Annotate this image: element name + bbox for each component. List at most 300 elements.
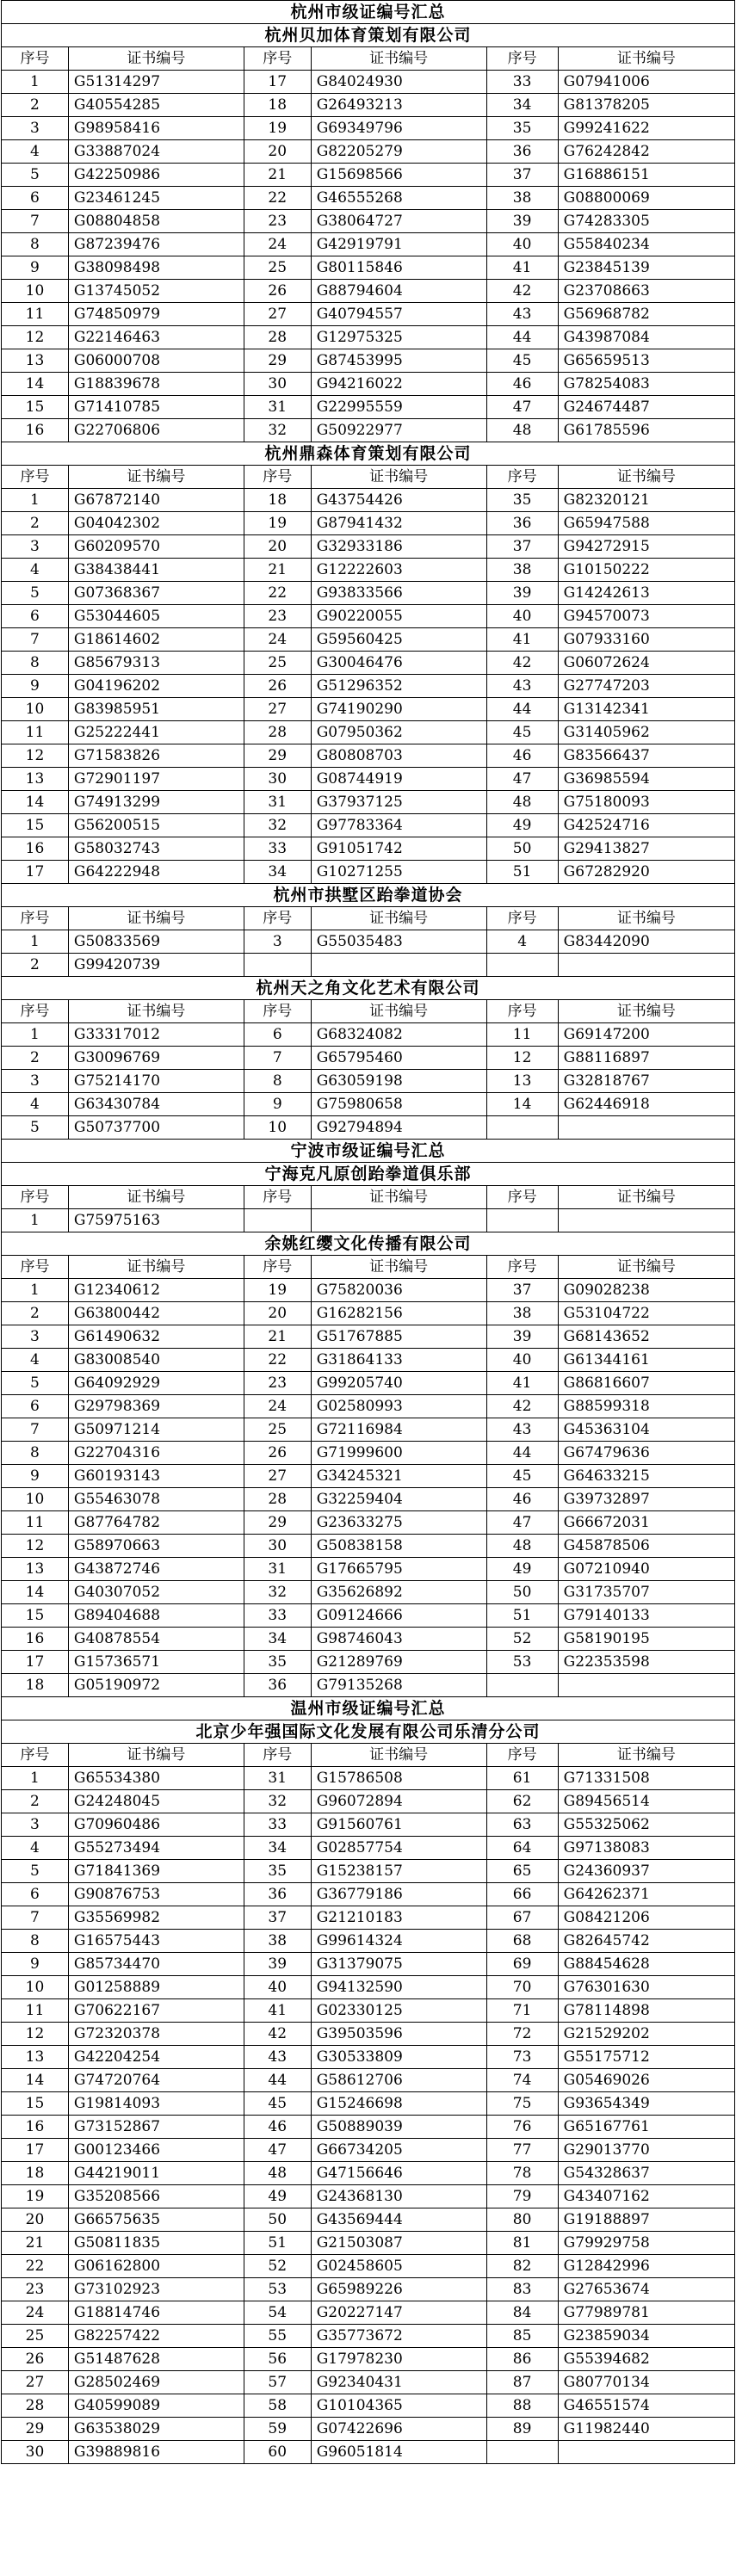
- cert-number-cell: G08421206: [558, 1906, 734, 1930]
- cert-number-cell: G28502469: [68, 2371, 244, 2394]
- cert-number-cell: G13745052: [68, 280, 244, 303]
- table-row: [2, 535, 735, 559]
- cert-number-cell: G32933186: [311, 535, 486, 559]
- seq-cell: 48: [486, 791, 558, 814]
- seq-cell: 7: [2, 1418, 69, 1442]
- region-title: 温州市级证编号汇总: [2, 1697, 735, 1720]
- company-name: 余姚红缨文化传播有限公司: [2, 1232, 735, 1256]
- seq-cell: [244, 954, 311, 977]
- seq-cell: 84: [486, 2301, 558, 2325]
- seq-cell: 7: [2, 628, 69, 652]
- cert-number-cell: G09028238: [558, 1279, 734, 1302]
- header-cert: 证书编号: [311, 1000, 486, 1023]
- seq-cell: 24: [244, 628, 311, 652]
- seq-cell: 1: [2, 1279, 69, 1302]
- cert-number-cell: G68324082: [311, 1023, 486, 1047]
- cert-number-cell: G47156646: [311, 2162, 486, 2185]
- cert-number-cell: G06162800: [68, 2255, 244, 2278]
- seq-cell: 46: [486, 1488, 558, 1511]
- header-seq: 序号: [2, 907, 69, 930]
- cert-number-cell: G50811835: [68, 2232, 244, 2255]
- cert-number-cell: G74850979: [68, 303, 244, 326]
- seq-cell: 19: [244, 1279, 311, 1302]
- cert-number-cell: G82205279: [311, 140, 486, 164]
- table-row: [2, 233, 735, 256]
- cert-number-cell: G55325062: [558, 1813, 734, 1837]
- seq-cell: 3: [244, 930, 311, 954]
- company-name: 杭州市拱墅区跆拳道协会: [2, 884, 735, 907]
- table-row: [2, 2046, 735, 2069]
- seq-cell: 35: [244, 1651, 311, 1674]
- seq-cell: 1: [2, 71, 69, 94]
- table-row: [2, 373, 735, 396]
- cert-number-cell: G79140133: [558, 1604, 734, 1628]
- table-row: [2, 1581, 735, 1604]
- seq-cell: 49: [244, 2185, 311, 2208]
- table-row: [2, 744, 735, 768]
- cert-number-cell: G30096769: [68, 1047, 244, 1070]
- cert-number-cell: G15698566: [311, 164, 486, 187]
- seq-cell: 45: [486, 349, 558, 373]
- table-row: [2, 1349, 735, 1372]
- column-header-row: [2, 1000, 735, 1023]
- header-seq: 序号: [244, 47, 311, 71]
- table-row: [2, 1511, 735, 1535]
- seq-cell: 16: [2, 1628, 69, 1651]
- cert-number-cell: G35773672: [311, 2325, 486, 2348]
- cert-number-cell: G65659513: [558, 349, 734, 373]
- cert-number-cell: G02458605: [311, 2255, 486, 2278]
- seq-cell: 9: [2, 675, 69, 698]
- cert-number-cell: G31379075: [311, 1953, 486, 1976]
- cert-number-cell: G94216022: [311, 373, 486, 396]
- cert-number-cell: G38064727: [311, 210, 486, 233]
- region-heading: [2, 1140, 735, 1163]
- seq-cell: 20: [244, 1302, 311, 1325]
- cert-number-cell: G79135268: [311, 1674, 486, 1697]
- seq-cell: 33: [486, 71, 558, 94]
- seq-cell: 6: [2, 605, 69, 628]
- seq-cell: 18: [2, 2162, 69, 2185]
- cert-number-cell: G67872140: [68, 489, 244, 512]
- seq-cell: [486, 954, 558, 977]
- seq-cell: 50: [486, 1581, 558, 1604]
- cert-number-cell: G87453995: [311, 349, 486, 373]
- table-row: [2, 1883, 735, 1906]
- seq-cell: 72: [486, 2023, 558, 2046]
- cert-number-cell: G74283305: [558, 210, 734, 233]
- cert-number-cell: G58970663: [68, 1535, 244, 1558]
- seq-cell: 80: [486, 2208, 558, 2232]
- cert-number-cell: G50889039: [311, 2116, 486, 2139]
- cert-number-cell: G97138083: [558, 1837, 734, 1860]
- seq-cell: 18: [2, 1674, 69, 1697]
- cert-number-cell: G81378205: [558, 94, 734, 117]
- table-row: [2, 1930, 735, 1953]
- seq-cell: 19: [244, 117, 311, 140]
- company-name: 北京少年强国际文化发展有限公司乐清分公司: [2, 1720, 735, 1744]
- cert-number-cell: G58612706: [311, 2069, 486, 2092]
- cert-number-cell: G82257422: [68, 2325, 244, 2348]
- cert-number-cell: G55394682: [558, 2348, 734, 2371]
- cert-number-cell: G33317012: [68, 1023, 244, 1047]
- seq-cell: 11: [486, 1023, 558, 1047]
- cert-number-cell: G02330125: [311, 1999, 486, 2023]
- seq-cell: 28: [244, 1488, 311, 1511]
- cert-number-cell: G77989781: [558, 2301, 734, 2325]
- cert-number-cell: G55273494: [68, 1837, 244, 1860]
- cert-number-cell: G06072624: [558, 652, 734, 675]
- seq-cell: 13: [2, 768, 69, 791]
- cert-number-cell: G67282920: [558, 861, 734, 884]
- table-row: [2, 117, 735, 140]
- seq-cell: 39: [486, 582, 558, 605]
- seq-cell: 27: [244, 698, 311, 721]
- seq-cell: 27: [244, 303, 311, 326]
- seq-cell: 31: [244, 396, 311, 419]
- column-header-row: [2, 1744, 735, 1767]
- table-row: [2, 1465, 735, 1488]
- seq-cell: 22: [244, 1349, 311, 1372]
- column-header-row: [2, 466, 735, 489]
- company-name: 杭州鼎森体育策划有限公司: [2, 442, 735, 466]
- seq-cell: 40: [486, 233, 558, 256]
- table-row: [2, 768, 735, 791]
- seq-cell: 13: [2, 2046, 69, 2069]
- header-cert: 证书编号: [311, 1256, 486, 1279]
- cert-number-cell: G39889816: [68, 2441, 244, 2464]
- cert-number-cell: G94132590: [311, 1976, 486, 1999]
- table-row: [2, 71, 735, 94]
- cert-number-cell: G50737700: [68, 1116, 244, 1140]
- seq-cell: 8: [244, 1070, 311, 1093]
- seq-cell: 3: [2, 117, 69, 140]
- cert-number-cell: [558, 954, 734, 977]
- cert-number-cell: G15238157: [311, 1860, 486, 1883]
- seq-cell: 51: [486, 1604, 558, 1628]
- cert-number-cell: G05469026: [558, 2069, 734, 2092]
- cert-number-cell: G21210183: [311, 1906, 486, 1930]
- table-row: [2, 1976, 735, 1999]
- cert-number-cell: G78114898: [558, 1999, 734, 2023]
- cert-number-cell: G63059198: [311, 1070, 486, 1093]
- seq-cell: 52: [244, 2255, 311, 2278]
- cert-number-cell: G72320378: [68, 2023, 244, 2046]
- seq-cell: 44: [486, 326, 558, 349]
- company-heading: [2, 1232, 735, 1256]
- certificate-table: [1, 0, 735, 2464]
- seq-cell: 51: [244, 2232, 311, 2255]
- seq-cell: 46: [486, 744, 558, 768]
- cert-number-cell: G50838158: [311, 1535, 486, 1558]
- cert-number-cell: G82645742: [558, 1930, 734, 1953]
- seq-cell: 3: [2, 1325, 69, 1349]
- cert-number-cell: G19814093: [68, 2092, 244, 2116]
- cert-number-cell: G27747203: [558, 675, 734, 698]
- cert-number-cell: G19188897: [558, 2208, 734, 2232]
- seq-cell: 25: [244, 652, 311, 675]
- cert-number-cell: G04196202: [68, 675, 244, 698]
- seq-cell: 49: [486, 814, 558, 837]
- cert-number-cell: G92340431: [311, 2371, 486, 2394]
- table-row: [2, 1674, 735, 1697]
- header-cert: 证书编号: [68, 907, 244, 930]
- seq-cell: 41: [486, 1372, 558, 1395]
- cert-number-cell: G07422696: [311, 2418, 486, 2441]
- cert-number-cell: G40878554: [68, 1628, 244, 1651]
- column-header-row: [2, 907, 735, 930]
- header-seq: 序号: [2, 47, 69, 71]
- header-cert: 证书编号: [311, 466, 486, 489]
- seq-cell: 10: [2, 1488, 69, 1511]
- cert-number-cell: [558, 1116, 734, 1140]
- cert-number-cell: G51487628: [68, 2348, 244, 2371]
- cert-number-cell: G60209570: [68, 535, 244, 559]
- cert-number-cell: G65989226: [311, 2278, 486, 2301]
- seq-cell: 29: [244, 349, 311, 373]
- seq-cell: 1: [2, 1023, 69, 1047]
- cert-number-cell: G16886151: [558, 164, 734, 187]
- cert-number-cell: G99614324: [311, 1930, 486, 1953]
- table-row: [2, 326, 735, 349]
- seq-cell: 5: [2, 1116, 69, 1140]
- cert-number-cell: G42524716: [558, 814, 734, 837]
- cert-number-cell: G96072894: [311, 1790, 486, 1813]
- table-row: [2, 2092, 735, 2116]
- seq-cell: 26: [244, 675, 311, 698]
- cert-number-cell: G93833566: [311, 582, 486, 605]
- cert-number-cell: G66734205: [311, 2139, 486, 2162]
- seq-cell: 30: [2, 2441, 69, 2464]
- table-row: [2, 2418, 735, 2441]
- table-row: [2, 1209, 735, 1232]
- cert-number-cell: G60193143: [68, 1465, 244, 1488]
- table-row: [2, 791, 735, 814]
- cert-number-cell: G54328637: [558, 2162, 734, 2185]
- seq-cell: 39: [486, 1325, 558, 1349]
- cert-number-cell: G97783364: [311, 814, 486, 837]
- cert-number-cell: G80808703: [311, 744, 486, 768]
- cert-number-cell: G58032743: [68, 837, 244, 861]
- cert-number-cell: G66672031: [558, 1511, 734, 1535]
- cert-number-cell: G64633215: [558, 1465, 734, 1488]
- cert-number-cell: G35626892: [311, 1581, 486, 1604]
- seq-cell: 5: [2, 1860, 69, 1883]
- seq-cell: 85: [486, 2325, 558, 2348]
- cert-number-cell: G15736571: [68, 1651, 244, 1674]
- cert-number-cell: G16575443: [68, 1930, 244, 1953]
- seq-cell: 34: [244, 1628, 311, 1651]
- seq-cell: 60: [244, 2441, 311, 2464]
- table-row: [2, 954, 735, 977]
- seq-cell: 46: [244, 2116, 311, 2139]
- header-cert: 证书编号: [558, 1256, 734, 1279]
- seq-cell: 57: [244, 2371, 311, 2394]
- cert-number-cell: G07950362: [311, 721, 486, 744]
- seq-cell: 8: [2, 1930, 69, 1953]
- seq-cell: 9: [244, 1093, 311, 1116]
- seq-cell: 75: [486, 2092, 558, 2116]
- seq-cell: 39: [486, 210, 558, 233]
- cert-number-cell: G14242613: [558, 582, 734, 605]
- cert-number-cell: G20227147: [311, 2301, 486, 2325]
- seq-cell: 86: [486, 2348, 558, 2371]
- seq-cell: 12: [2, 326, 69, 349]
- cert-number-cell: G40307052: [68, 1581, 244, 1604]
- seq-cell: 21: [244, 1325, 311, 1349]
- seq-cell: 29: [244, 744, 311, 768]
- header-cert: 证书编号: [68, 1000, 244, 1023]
- cert-number-cell: [311, 1209, 486, 1232]
- table-row: [2, 2301, 735, 2325]
- seq-cell: 17: [2, 2139, 69, 2162]
- cert-number-cell: G21503087: [311, 2232, 486, 2255]
- cert-number-cell: G39732897: [558, 1488, 734, 1511]
- seq-cell: 36: [244, 1674, 311, 1697]
- cert-number-cell: G88454628: [558, 1953, 734, 1976]
- cert-number-cell: G74913299: [68, 791, 244, 814]
- header-cert: 证书编号: [558, 466, 734, 489]
- cert-number-cell: G12975325: [311, 326, 486, 349]
- seq-cell: 5: [2, 164, 69, 187]
- cert-number-cell: G83566437: [558, 744, 734, 768]
- cert-number-cell: G88599318: [558, 1395, 734, 1418]
- cert-number-cell: G22353598: [558, 1651, 734, 1674]
- cert-number-cell: G65795460: [311, 1047, 486, 1070]
- seq-cell: 1: [2, 489, 69, 512]
- table-row: [2, 164, 735, 187]
- seq-cell: 42: [486, 652, 558, 675]
- header-seq: 序号: [244, 1000, 311, 1023]
- cert-number-cell: G07210940: [558, 1558, 734, 1581]
- table-row: [2, 140, 735, 164]
- table-row: [2, 1047, 735, 1070]
- cert-number-cell: G10150222: [558, 559, 734, 582]
- cert-number-cell: G91560761: [311, 1813, 486, 1837]
- cert-number-cell: G32259404: [311, 1488, 486, 1511]
- cert-number-cell: G38098498: [68, 256, 244, 280]
- cert-number-cell: G43407162: [558, 2185, 734, 2208]
- table-row: [2, 2278, 735, 2301]
- cert-number-cell: G00123466: [68, 2139, 244, 2162]
- seq-cell: 10: [244, 1116, 311, 1140]
- cert-number-cell: G24368130: [311, 2185, 486, 2208]
- seq-cell: 47: [244, 2139, 311, 2162]
- table-row: [2, 861, 735, 884]
- table-row: [2, 2371, 735, 2394]
- seq-cell: 47: [486, 1511, 558, 1535]
- cert-number-cell: G76242842: [558, 140, 734, 164]
- seq-cell: 11: [2, 721, 69, 744]
- seq-cell: 52: [486, 1628, 558, 1651]
- cert-number-cell: G93654349: [558, 2092, 734, 2116]
- cert-number-cell: G76301630: [558, 1976, 734, 1999]
- seq-cell: 18: [244, 94, 311, 117]
- table-row: [2, 2208, 735, 2232]
- seq-cell: 33: [244, 1604, 311, 1628]
- seq-cell: 66: [486, 1883, 558, 1906]
- table-row: [2, 721, 735, 744]
- seq-cell: 40: [244, 1976, 311, 1999]
- column-header-row: [2, 1186, 735, 1209]
- cert-number-cell: G56968782: [558, 303, 734, 326]
- seq-cell: 81: [486, 2232, 558, 2255]
- seq-cell: 61: [486, 1767, 558, 1790]
- header-cert: 证书编号: [68, 1744, 244, 1767]
- seq-cell: [486, 1674, 558, 1697]
- seq-cell: 42: [486, 1395, 558, 1418]
- seq-cell: 3: [2, 1070, 69, 1093]
- table-row: [2, 837, 735, 861]
- cert-number-cell: G37937125: [311, 791, 486, 814]
- cert-number-cell: G08800069: [558, 187, 734, 210]
- cert-number-cell: G44219011: [68, 2162, 244, 2185]
- seq-cell: 35: [244, 1860, 311, 1883]
- seq-cell: 26: [244, 1442, 311, 1465]
- cert-number-cell: G73102923: [68, 2278, 244, 2301]
- cert-number-cell: G29798369: [68, 1395, 244, 1418]
- header-seq: 序号: [2, 466, 69, 489]
- header-seq: 序号: [486, 907, 558, 930]
- cert-number-cell: G91051742: [311, 837, 486, 861]
- seq-cell: 39: [244, 1953, 311, 1976]
- seq-cell: 17: [244, 71, 311, 94]
- cert-number-cell: G24674487: [558, 396, 734, 419]
- cert-number-cell: G25222441: [68, 721, 244, 744]
- cert-number-cell: [558, 1674, 734, 1697]
- seq-cell: 4: [486, 930, 558, 954]
- table-row: [2, 2185, 735, 2208]
- table-row: [2, 2023, 735, 2046]
- seq-cell: 32: [244, 419, 311, 442]
- cert-number-cell: G21529202: [558, 2023, 734, 2046]
- table-row: [2, 1395, 735, 1418]
- seq-cell: 31: [244, 1558, 311, 1581]
- cert-number-cell: [311, 954, 486, 977]
- seq-cell: 24: [2, 2301, 69, 2325]
- seq-cell: 28: [244, 721, 311, 744]
- seq-cell: 14: [2, 791, 69, 814]
- header-seq: 序号: [486, 47, 558, 71]
- seq-cell: 68: [486, 1930, 558, 1953]
- cert-number-cell: G62446918: [558, 1093, 734, 1116]
- cert-number-cell: G98958416: [68, 117, 244, 140]
- cert-number-cell: G89404688: [68, 1604, 244, 1628]
- seq-cell: 31: [244, 1767, 311, 1790]
- seq-cell: 34: [244, 1837, 311, 1860]
- cert-number-cell: G71410785: [68, 396, 244, 419]
- seq-cell: 37: [486, 1279, 558, 1302]
- company-name: 宁海克凡原创跆拳道俱乐部: [2, 1163, 735, 1186]
- cert-number-cell: G22704316: [68, 1442, 244, 1465]
- seq-cell: 12: [2, 744, 69, 768]
- seq-cell: 62: [486, 1790, 558, 1813]
- cert-number-cell: G01258889: [68, 1976, 244, 1999]
- seq-cell: 42: [244, 2023, 311, 2046]
- header-cert: 证书编号: [68, 1256, 244, 1279]
- seq-cell: 89: [486, 2418, 558, 2441]
- seq-cell: 8: [2, 233, 69, 256]
- cert-number-cell: G17665795: [311, 1558, 486, 1581]
- cert-number-cell: G99205740: [311, 1372, 486, 1395]
- cert-number-cell: G11982440: [558, 2418, 734, 2441]
- seq-cell: 20: [244, 140, 311, 164]
- seq-cell: 44: [486, 698, 558, 721]
- seq-cell: 83: [486, 2278, 558, 2301]
- seq-cell: 29: [2, 2418, 69, 2441]
- cert-number-cell: G51296352: [311, 675, 486, 698]
- seq-cell: 74: [486, 2069, 558, 2092]
